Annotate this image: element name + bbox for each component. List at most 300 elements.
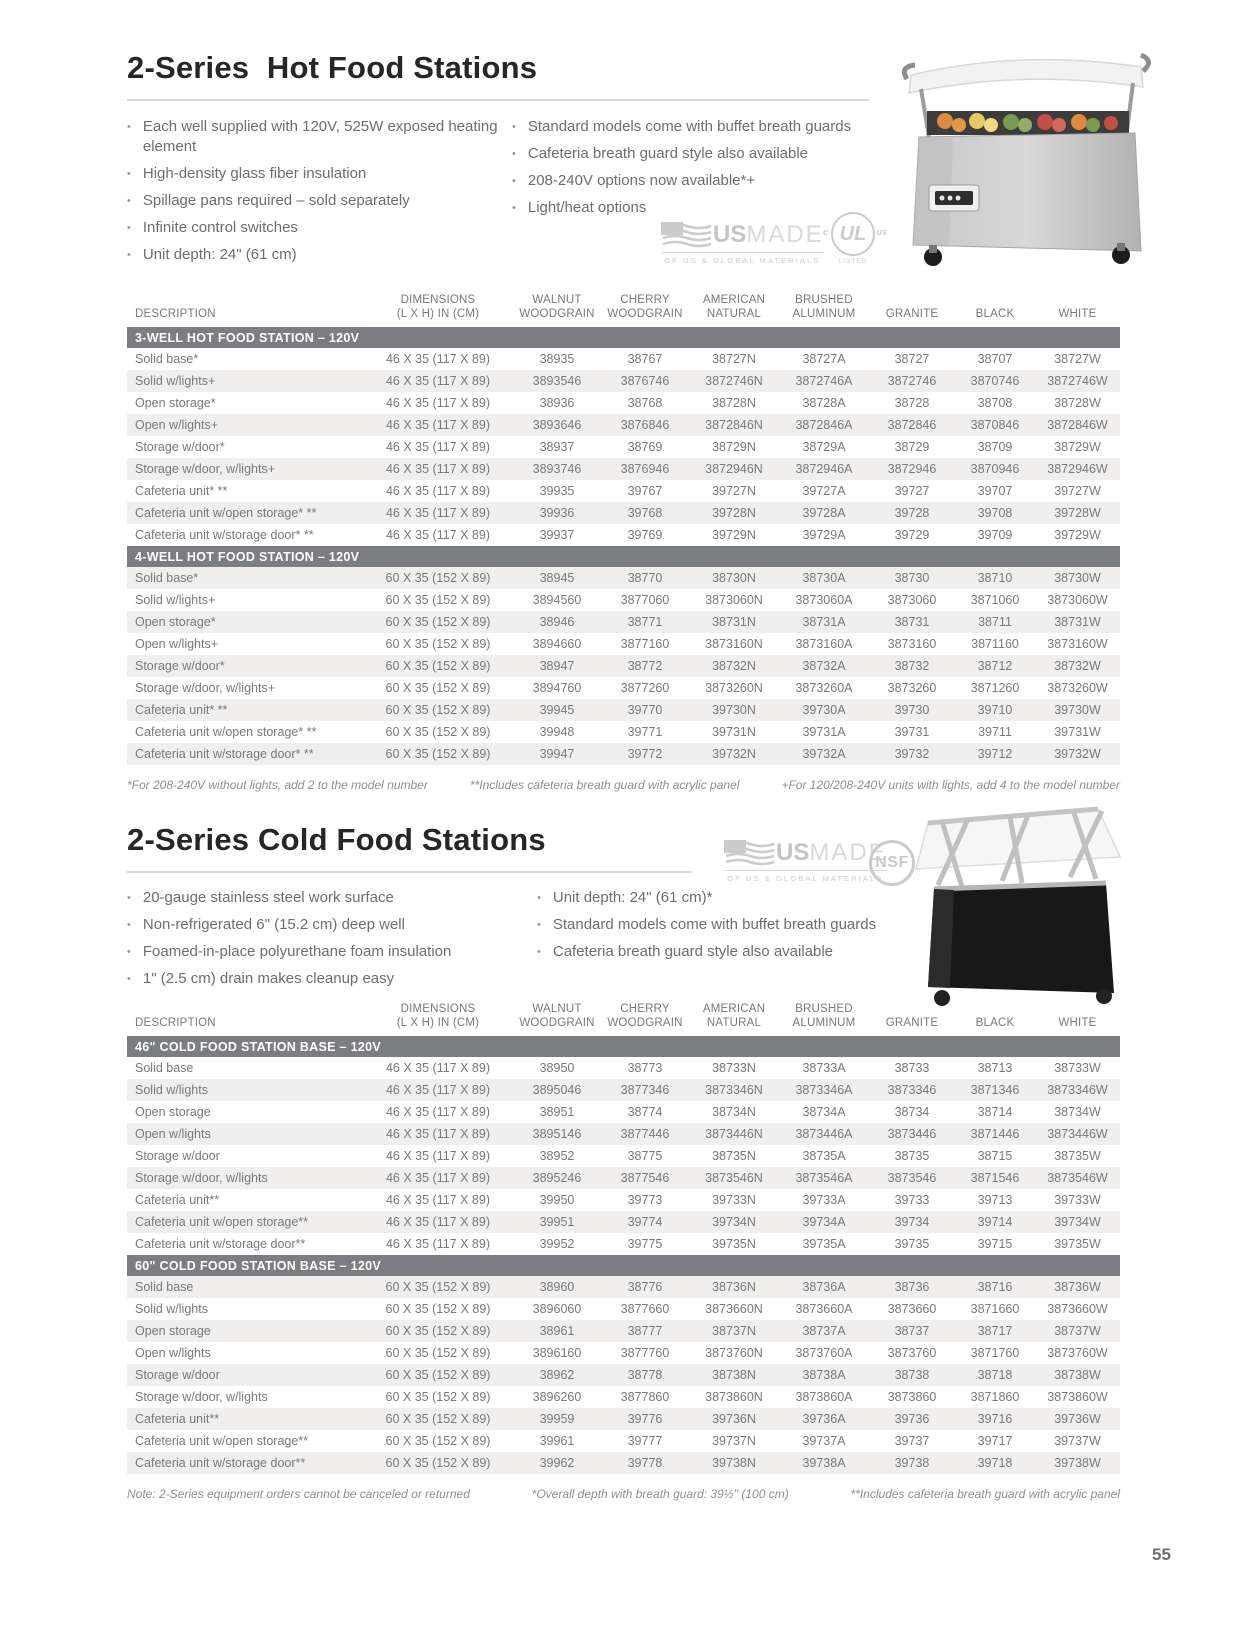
model-number: 38960: [513, 1276, 601, 1298]
usmade-bold-text: US: [776, 839, 810, 866]
model-number: 3873660N: [705, 1302, 763, 1316]
model-number: 38727A: [802, 352, 846, 366]
model-number: 39729A: [802, 528, 846, 542]
model-number: 38727W: [1054, 352, 1101, 366]
footnote: *For 208-240V without lights, add 2 to the model number: [127, 778, 428, 792]
row-dimensions: 60 X 35 (152 X 89): [363, 1364, 513, 1386]
bullet-dot-icon: •: [127, 892, 131, 904]
row-dimensions: 60 X 35 (152 X 89): [385, 1390, 491, 1404]
model-number: 3877346: [601, 1079, 689, 1101]
row-dimensions: 46 X 35 (117 X 89): [363, 370, 513, 392]
row-description: Cafeteria unit w/open storage* **: [135, 725, 317, 739]
model-number: 39729N: [712, 528, 756, 542]
model-number: 38774: [627, 1105, 663, 1119]
model-number: 39735A: [802, 1237, 846, 1251]
model-number: 39707: [977, 484, 1013, 498]
model-number: 3877260: [620, 681, 670, 695]
model-number: 39711: [978, 725, 1012, 739]
table-row: [127, 1189, 1120, 1211]
model-number: 39937: [539, 528, 575, 542]
page-number: 55: [1152, 1545, 1171, 1564]
table-header-row: [127, 293, 1120, 327]
model-number: 39714: [955, 1211, 1035, 1233]
model-number: 38731N: [689, 611, 779, 633]
bullet-text: Each well supplied with 120V, 525W exposed heating element: [142, 118, 498, 155]
model-number: 38728N: [712, 396, 756, 410]
model-number: 38946: [513, 611, 601, 633]
model-number: 38727: [894, 352, 930, 366]
model-number: 38962: [513, 1364, 601, 1386]
model-number: 3873160A: [795, 637, 853, 651]
table-row: [127, 699, 1120, 721]
column-header: CHERRY WOODGRAIN: [607, 294, 683, 320]
row-description: Open storage*: [135, 396, 216, 410]
column-header: BRUSHED ALUMINUM: [792, 1003, 856, 1029]
row-dimensions: 60 X 35 (152 X 89): [385, 681, 491, 695]
bullet-dot-icon: •: [537, 919, 541, 931]
model-number: 38712: [955, 655, 1035, 677]
model-number: 3871446: [955, 1123, 1035, 1145]
model-number: 38737N: [689, 1320, 779, 1342]
bullet-dot-icon: •: [537, 946, 541, 958]
model-number: 3873660: [887, 1302, 937, 1316]
bullet-text: Spillage pans required – sold separately: [142, 192, 410, 209]
table-row: [127, 1320, 1120, 1342]
model-number: 39715: [977, 1237, 1013, 1251]
model-number: 39770: [601, 699, 689, 721]
section-header-label: 46" COLD FOOD STATION BASE – 120V: [127, 1036, 1120, 1057]
model-number: 39712: [955, 743, 1035, 765]
model-number: 38731W: [1035, 611, 1120, 633]
nsf-icon: NSF: [869, 840, 915, 886]
table-row: [127, 1276, 1120, 1298]
model-number: 3877160: [620, 637, 670, 651]
model-number: 39731W: [1054, 725, 1101, 739]
model-number: 38736: [869, 1276, 955, 1298]
model-number: 39950: [539, 1193, 575, 1207]
model-number: 39710: [955, 699, 1035, 721]
row-dimensions: 46 X 35 (117 X 89): [385, 484, 490, 498]
model-number: 38736N: [689, 1276, 779, 1298]
column-header: BLACK: [975, 308, 1015, 320]
section-header-label: 3-WELL HOT FOOD STATION – 120V: [127, 327, 1120, 348]
row-description: Cafeteria unit* **: [127, 699, 363, 721]
model-number: 39947: [513, 743, 601, 765]
usmade-subtext: OF US & GLOBAL MATERIALS: [724, 870, 887, 883]
footnote: **Includes cafeteria breath guard with acrylic panel: [850, 1487, 1120, 1501]
model-number: 39959: [513, 1408, 601, 1430]
model-number: 3873860: [887, 1390, 937, 1404]
table-row: [127, 348, 1120, 370]
row-description: Open w/lights: [127, 1123, 363, 1145]
section-header-row: [127, 1036, 1120, 1057]
model-number: 38770: [601, 567, 689, 589]
bullet-dot-icon: •: [127, 946, 131, 958]
row-description: Solid base: [127, 1276, 363, 1298]
bullet-item: [127, 117, 512, 157]
model-number: 39777: [627, 1434, 663, 1448]
table-row: [127, 524, 1120, 546]
row-dimensions: 60 X 35 (152 X 89): [363, 1452, 513, 1474]
model-number: 38736W: [1035, 1276, 1120, 1298]
row-dimensions: 60 X 35 (152 X 89): [385, 1434, 491, 1448]
hot-food-station-photo: [893, 45, 1159, 270]
row-description: Solid base*: [127, 567, 363, 589]
hot-footnotes: [127, 778, 1120, 792]
model-number: 3873060A: [795, 593, 853, 607]
model-number: 38728: [894, 396, 930, 410]
model-number: 38734A: [802, 1105, 846, 1119]
model-number: 39961: [539, 1434, 575, 1448]
column-header: CHERRY WOODGRAIN: [607, 1003, 683, 1029]
bullet-item: [537, 888, 917, 908]
model-number: 3872846A: [779, 414, 869, 436]
row-description: Storage w/door, w/lights: [135, 1390, 268, 1404]
row-description: Cafeteria unit w/storage door**: [135, 1237, 306, 1251]
bullet-dot-icon: •: [127, 195, 131, 207]
model-number: 3894760: [532, 681, 582, 695]
section-header-label: 60" COLD FOOD STATION BASE – 120V: [127, 1255, 1120, 1276]
table-row: [127, 1211, 1120, 1233]
model-number: 3873546W: [1035, 1167, 1120, 1189]
model-number: 39737: [894, 1434, 930, 1448]
model-number: 38709: [977, 440, 1013, 454]
model-number: 39737N: [712, 1434, 756, 1448]
model-number: 3873860W: [1047, 1390, 1108, 1404]
row-description: Cafeteria unit w/storage door* **: [135, 528, 314, 542]
model-number: 38773: [627, 1061, 663, 1075]
row-dimensions: 46 X 35 (117 X 89): [385, 352, 490, 366]
row-dimensions: 60 X 35 (152 X 89): [363, 1320, 513, 1342]
model-number: 38735N: [712, 1149, 756, 1163]
cold-section-title: 2-Series Cold Food Stations: [127, 822, 546, 857]
model-number: 38727N: [712, 352, 756, 366]
model-number: 39772: [601, 743, 689, 765]
column-header: WALNUT WOODGRAIN: [519, 1003, 595, 1029]
model-number: 3873760: [887, 1346, 937, 1360]
row-description: Solid base*: [135, 352, 199, 366]
model-number: 3873860N: [705, 1390, 763, 1404]
table-row: [127, 1057, 1120, 1079]
row-dimensions: 60 X 35 (152 X 89): [363, 1408, 513, 1430]
model-number: 38729A: [802, 440, 846, 454]
model-number: 3873446N: [689, 1123, 779, 1145]
model-number: 38730: [869, 567, 955, 589]
model-number: 38738: [869, 1364, 955, 1386]
footnote: **Includes cafeteria breath guard with acrylic panel: [469, 778, 740, 792]
bullet-text: Light/heat options: [527, 199, 647, 216]
model-number: 38771: [601, 611, 689, 633]
model-number: 3872746W: [1035, 370, 1120, 392]
model-number: 38733A: [802, 1061, 846, 1075]
column-header: DIMENSIONS (L X H) IN (CM): [396, 1003, 480, 1029]
model-number: 38937: [539, 440, 575, 454]
model-number: 39727A: [802, 484, 846, 498]
usmade-logo: [724, 838, 887, 883]
model-number: 38730W: [1035, 567, 1120, 589]
model-number: 38715: [977, 1149, 1013, 1163]
model-number: 39731A: [802, 725, 846, 739]
model-number: 38735: [894, 1149, 930, 1163]
section-header-row: [127, 546, 1120, 567]
model-number: 3873260A: [795, 681, 853, 695]
bullet-item: [127, 942, 537, 962]
model-number: 39730: [869, 699, 955, 721]
model-number: 39734: [869, 1211, 955, 1233]
model-number: 38734W: [1054, 1105, 1101, 1119]
model-number: 3893746: [513, 458, 601, 480]
table-row: [127, 1452, 1120, 1474]
column-header: DESCRIPTION: [135, 1017, 216, 1029]
cold-feature-bullets: [127, 888, 917, 996]
model-number: 3896160: [532, 1346, 582, 1360]
table-row: [127, 414, 1120, 436]
bullet-item: [537, 942, 917, 962]
table-row: [127, 502, 1120, 524]
model-number: 39718: [955, 1452, 1035, 1474]
hot-section-title: 2-Series Hot Food Stations: [127, 50, 538, 85]
model-number: 38738N: [689, 1364, 779, 1386]
model-number: 39728W: [1035, 502, 1120, 524]
row-description: Open w/lights: [135, 1346, 211, 1360]
column-header: AMERICAN NATURAL: [702, 1003, 766, 1029]
table-row: [127, 370, 1120, 392]
model-number: 39727N: [712, 484, 756, 498]
row-description: Cafeteria unit w/open storage* **: [127, 502, 363, 524]
usmade-bold-text: US: [713, 221, 747, 248]
model-number: 38775: [627, 1149, 663, 1163]
model-number: 39733: [894, 1193, 930, 1207]
table-row: [127, 567, 1120, 589]
row-dimensions: 46 X 35 (117 X 89): [385, 1193, 490, 1207]
model-number: 39936: [513, 502, 601, 524]
table-row: [127, 611, 1120, 633]
usmade-light-text: MADE: [809, 839, 887, 866]
usmade-logo: [661, 220, 824, 265]
model-number: 39737A: [802, 1434, 846, 1448]
row-dimensions: 46 X 35 (117 X 89): [363, 502, 513, 524]
table-row: [127, 1167, 1120, 1189]
model-number: 3871160: [971, 637, 1019, 651]
bullet-item: [127, 245, 512, 265]
model-number: 38767: [627, 352, 663, 366]
column-header: DESCRIPTION: [135, 308, 216, 320]
row-description: Open w/lights+: [127, 414, 363, 436]
model-number: 38951: [539, 1105, 575, 1119]
row-description: Storage w/door*: [135, 440, 225, 454]
model-number: 3895246: [513, 1167, 601, 1189]
footnote: *Overall depth with breath guard: 39½" (100 cm): [531, 1487, 789, 1501]
model-number: 3894660: [532, 637, 582, 651]
row-dimensions: 46 X 35 (117 X 89): [385, 1061, 490, 1075]
row-description: Cafeteria unit**: [127, 1408, 363, 1430]
table-row: [127, 1430, 1120, 1452]
row-description: Cafeteria unit* **: [135, 484, 228, 498]
model-number: 38732N: [689, 655, 779, 677]
usmade-subtext: OF US & GLOBAL MATERIALS: [661, 252, 824, 265]
model-number: 38710: [955, 567, 1035, 589]
bullet-text: 20-gauge stainless steel work surface: [142, 889, 394, 906]
model-number: 3873346N: [689, 1079, 779, 1101]
model-number: 38772: [601, 655, 689, 677]
model-number: 38735A: [802, 1149, 846, 1163]
row-dimensions: 46 X 35 (117 X 89): [385, 1237, 490, 1251]
title-divider: [127, 871, 692, 873]
row-dimensions: 60 X 35 (152 X 89): [363, 699, 513, 721]
model-number: 3872946A: [779, 458, 869, 480]
model-number: 38731A: [779, 611, 869, 633]
bullet-dot-icon: •: [127, 919, 131, 931]
bullet-text: Unit depth: 24" (61 cm)*: [552, 889, 713, 906]
row-description: Storage w/door, w/lights+: [127, 458, 363, 480]
model-number: 3873160: [887, 637, 937, 651]
model-number: 39734N: [689, 1211, 779, 1233]
hot-food-table: [127, 293, 1120, 765]
model-number: 3871546: [955, 1167, 1035, 1189]
model-number: 38935: [539, 352, 575, 366]
row-dimensions: 46 X 35 (117 X 89): [363, 1123, 513, 1145]
model-number: 3893546: [513, 370, 601, 392]
column-header: WHITE: [1058, 1017, 1097, 1029]
model-number: 3893646: [513, 414, 601, 436]
bullet-text: Standard models come with buffet breath guards: [552, 916, 877, 933]
column-header: GRANITE: [885, 1017, 939, 1029]
model-number: 38729N: [712, 440, 756, 454]
model-number: 3872746N: [689, 370, 779, 392]
row-dimensions: 60 X 35 (152 X 89): [363, 567, 513, 589]
column-header: WALNUT WOODGRAIN: [519, 294, 595, 320]
row-description: Storage w/door: [127, 1364, 363, 1386]
model-number: 3873760W: [1047, 1346, 1108, 1360]
model-number: 38717: [955, 1320, 1035, 1342]
model-number: 39731N: [712, 725, 756, 739]
bullet-item: [127, 969, 537, 989]
bullet-item: [127, 191, 512, 211]
row-dimensions: 60 X 35 (152 X 89): [363, 743, 513, 765]
model-number: 38777: [601, 1320, 689, 1342]
model-number: 39729W: [1054, 528, 1101, 542]
model-number: 39775: [627, 1237, 663, 1251]
bullet-text: Infinite control switches: [142, 219, 298, 236]
model-number: 3877446: [601, 1123, 689, 1145]
model-number: 39771: [627, 725, 663, 739]
cold-bullets-left: [127, 888, 537, 996]
model-number: 38737W: [1035, 1320, 1120, 1342]
model-number: 38738W: [1035, 1364, 1120, 1386]
model-number: 39738N: [689, 1452, 779, 1474]
bullet-text: 208-240V options now available*+: [527, 172, 756, 189]
model-number: 3873546A: [779, 1167, 869, 1189]
model-number: 39733W: [1054, 1193, 1101, 1207]
model-number: 3871660: [970, 1302, 1020, 1316]
usmade-light-text: MADE: [746, 221, 824, 248]
model-number: 3872746A: [779, 370, 869, 392]
model-number: 3872946W: [1035, 458, 1120, 480]
table-row: [127, 1364, 1120, 1386]
model-number: 3873660W: [1047, 1302, 1108, 1316]
model-number: 38735W: [1054, 1149, 1101, 1163]
bullet-text: Unit depth: 24" (61 cm): [142, 246, 297, 263]
model-number: 3873860A: [795, 1390, 853, 1404]
model-number: 38950: [539, 1061, 575, 1075]
model-number: 38952: [539, 1149, 575, 1163]
model-number: 38936: [539, 396, 575, 410]
model-number: 3876846: [601, 414, 689, 436]
row-description: Solid w/lights: [135, 1302, 208, 1316]
section-header-label: 4-WELL HOT FOOD STATION – 120V: [127, 546, 1120, 567]
model-number: 3873446A: [779, 1123, 869, 1145]
table-row: [127, 480, 1120, 502]
model-number: 3873446W: [1035, 1123, 1120, 1145]
model-number: 38733N: [712, 1061, 756, 1075]
model-number: 38716: [955, 1276, 1035, 1298]
bullet-text: 1" (2.5 cm) drain makes cleanup easy: [142, 970, 395, 987]
row-description: Open storage: [135, 1105, 211, 1119]
model-number: 3896260: [532, 1390, 582, 1404]
row-dimensions: 46 X 35 (117 X 89): [363, 414, 513, 436]
model-number: 38713: [977, 1061, 1013, 1075]
table-row: [127, 1101, 1120, 1123]
model-number: 39948: [539, 725, 575, 739]
model-number: 3871260: [970, 681, 1020, 695]
model-number: 3873060W: [1047, 593, 1108, 607]
row-dimensions: 60 X 35 (152 X 89): [385, 1346, 491, 1360]
model-number: 39727W: [1054, 484, 1101, 498]
row-description: Solid w/lights+: [135, 593, 216, 607]
cold-food-table: [127, 1002, 1120, 1474]
row-dimensions: 46 X 35 (117 X 89): [363, 1079, 513, 1101]
row-dimensions: 46 X 35 (117 X 89): [363, 1211, 513, 1233]
bullet-dot-icon: •: [127, 249, 131, 261]
bullet-item: [127, 218, 512, 238]
model-number: 3873346: [869, 1079, 955, 1101]
bullet-dot-icon: •: [127, 121, 131, 133]
model-number: 3873160W: [1047, 637, 1108, 651]
row-dimensions: 60 X 35 (152 X 89): [363, 655, 513, 677]
model-number: 39732A: [779, 743, 869, 765]
title-divider: [127, 99, 869, 101]
model-number: 38737A: [779, 1320, 869, 1342]
column-header: BRUSHED ALUMINUM: [792, 294, 856, 320]
model-number: 39730N: [689, 699, 779, 721]
model-number: 39736A: [779, 1408, 869, 1430]
model-number: 39727: [894, 484, 930, 498]
row-description: Storage w/door: [135, 1149, 220, 1163]
model-number: 3873346A: [779, 1079, 869, 1101]
cold-footnotes: [127, 1487, 1120, 1501]
model-number: 3870746: [955, 370, 1035, 392]
table-row: [127, 633, 1120, 655]
row-description: Cafeteria unit w/open storage**: [135, 1434, 309, 1448]
model-number: 38728W: [1054, 396, 1101, 410]
table-row: [127, 436, 1120, 458]
model-number: 39951: [513, 1211, 601, 1233]
model-number: 39738: [869, 1452, 955, 1474]
model-number: 38729W: [1054, 440, 1101, 454]
bullet-text: High-density glass fiber insulation: [142, 165, 367, 182]
table-row: [127, 1386, 1120, 1408]
model-number: 39774: [601, 1211, 689, 1233]
model-number: 39952: [539, 1237, 575, 1251]
model-number: 3872846: [869, 414, 955, 436]
model-number: 3873760A: [795, 1346, 853, 1360]
model-number: 38733W: [1054, 1061, 1101, 1075]
row-dimensions: 60 X 35 (152 X 89): [363, 1276, 513, 1298]
model-number: 39735N: [712, 1237, 756, 1251]
row-description: Open w/lights+: [135, 637, 219, 651]
column-header: DIMENSIONS (L X H) IN (CM): [396, 294, 480, 320]
bullet-dot-icon: •: [127, 973, 131, 985]
